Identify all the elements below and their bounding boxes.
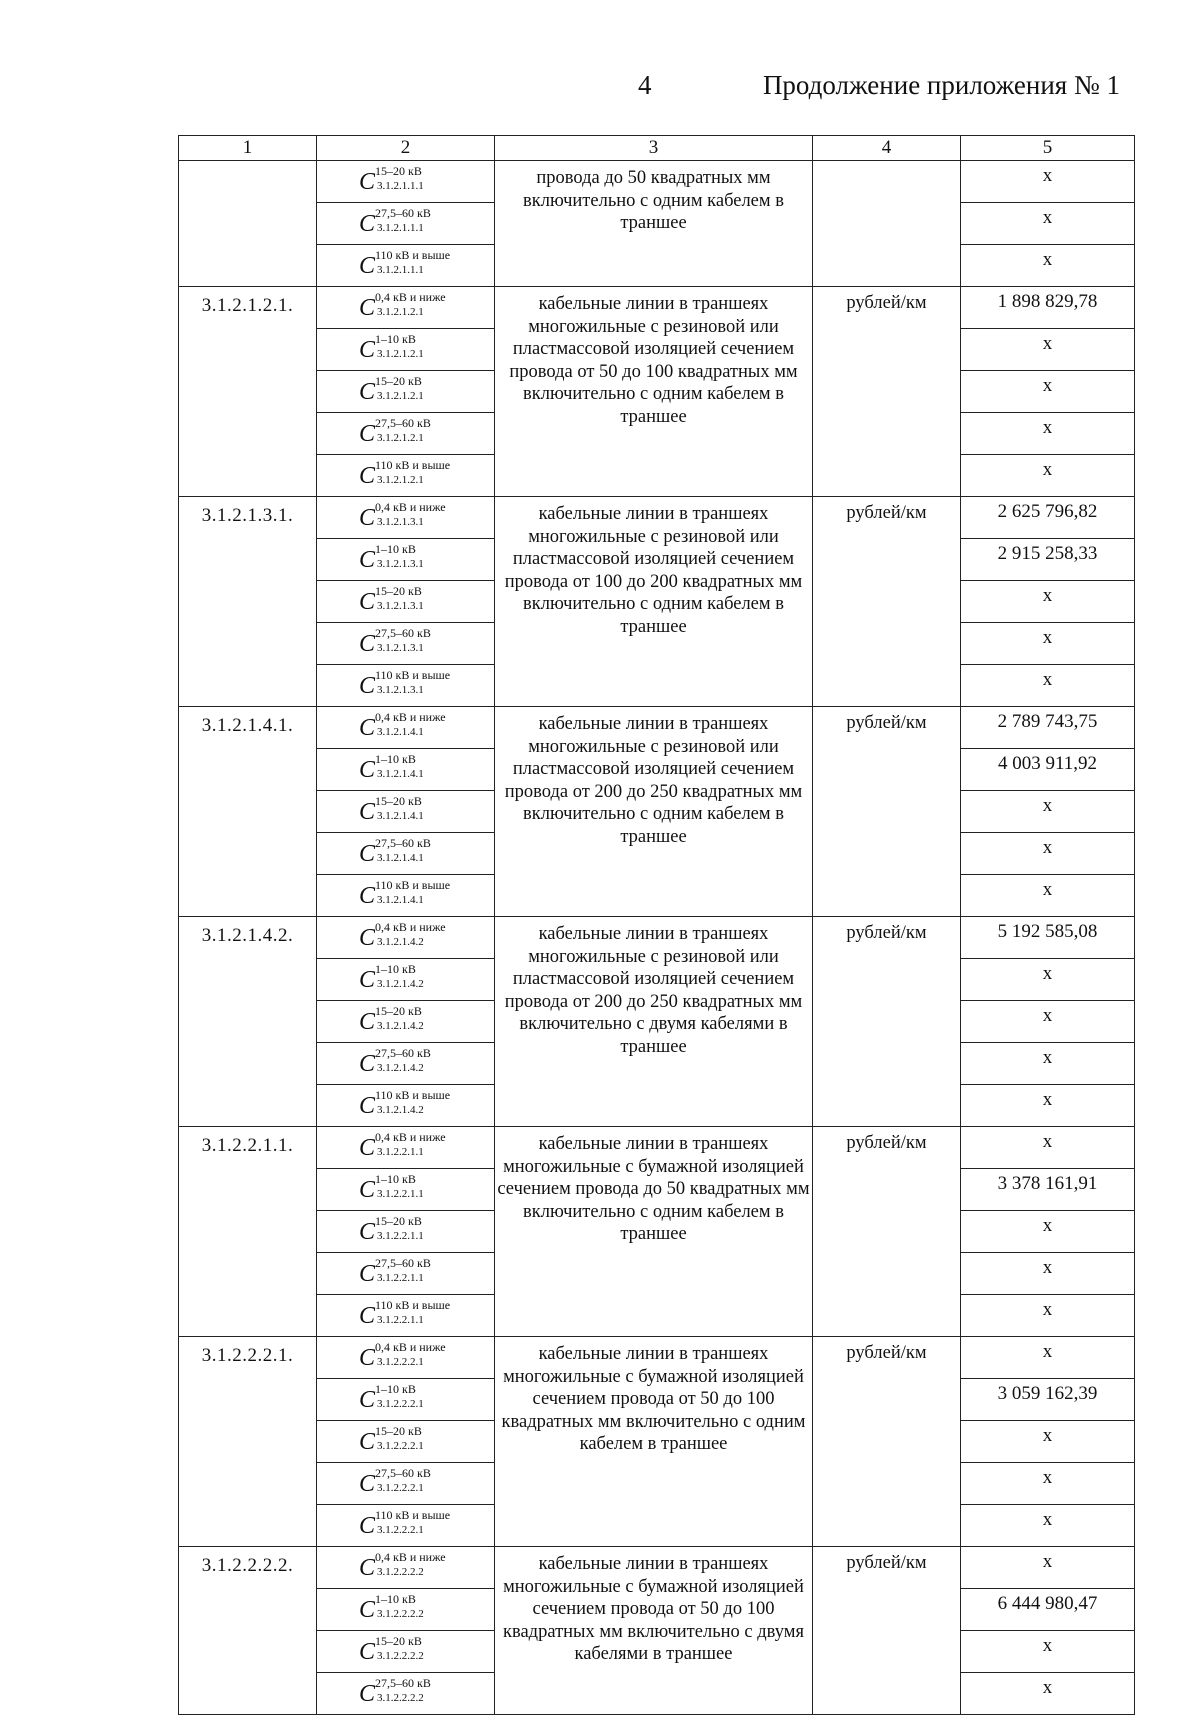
page-number: 4	[638, 70, 652, 100]
rate-index: 3.1.2.2.2.1	[377, 1524, 424, 1536]
table-row	[179, 287, 1135, 329]
rate-symbol	[317, 917, 494, 954]
rate-symbol-cell	[317, 1337, 495, 1379]
rate-index: 3.1.2.1.4.2	[377, 1020, 424, 1032]
voltage-label: 27,5–60 кВ	[375, 1256, 431, 1270]
rate-symbol-letter: C	[359, 1597, 376, 1623]
rate-symbol	[317, 497, 494, 534]
voltage-label: 1–10 кВ	[375, 542, 416, 556]
unit-cell: рублей/км	[813, 497, 961, 707]
rate-symbol-letter: C	[359, 841, 376, 867]
item-description: кабельные линии в траншеях многожильные с резиновой или пластмассовой изоляцией сечением провода от 50 до 100 квадратных мм включительно с одним кабелем в траншее	[495, 287, 813, 497]
rate-symbol-letter: C	[359, 925, 376, 951]
rate-symbol-cell	[317, 329, 495, 371]
rate-symbol-letter: C	[359, 505, 376, 531]
item-code: 3.1.2.1.4.2.	[179, 917, 317, 1127]
rate-symbol-cell	[317, 917, 495, 959]
unit-cell: рублей/км	[813, 917, 961, 1127]
column-header-row	[179, 136, 1135, 161]
rate-symbol	[317, 1463, 494, 1500]
voltage-label: 15–20 кВ	[375, 374, 422, 388]
rate-symbol	[317, 203, 494, 240]
voltage-label: 27,5–60 кВ	[375, 416, 431, 430]
rate-index: 3.1.2.1.2.1	[377, 390, 424, 402]
tariff-table	[178, 135, 1135, 1715]
rate-value: х	[961, 1085, 1135, 1127]
rate-value: х	[961, 1295, 1135, 1337]
rate-index: 3.1.2.2.1.1	[377, 1230, 424, 1242]
voltage-label: 1–10 кВ	[375, 1172, 416, 1186]
rate-symbol	[317, 1295, 494, 1332]
rate-symbol-cell	[317, 707, 495, 749]
column-header: 1	[179, 136, 317, 161]
item-code: 3.1.2.1.4.1.	[179, 707, 317, 917]
rate-symbol-cell	[317, 1673, 495, 1715]
rate-symbol-cell	[317, 581, 495, 623]
rate-index: 3.1.2.1.3.1	[377, 516, 424, 528]
rate-symbol	[317, 413, 494, 450]
rate-symbol-cell	[317, 791, 495, 833]
rate-symbol-cell	[317, 665, 495, 707]
table-row	[179, 161, 1135, 203]
item-description: кабельные линии в траншеях многожильные с резиновой или пластмассовой изоляцией сечением провода от 200 до 250 квадратных мм включительно с одним кабелем в траншее	[495, 707, 813, 917]
voltage-label: 0,4 кВ и ниже	[375, 1130, 446, 1144]
voltage-label: 15–20 кВ	[375, 584, 422, 598]
rate-index: 3.1.2.1.3.1	[377, 558, 424, 570]
rate-symbol-cell	[317, 455, 495, 497]
rate-index: 3.1.2.1.4.2	[377, 936, 424, 948]
column-header: 2	[317, 136, 495, 161]
rate-symbol-cell	[317, 1421, 495, 1463]
voltage-label: 0,4 кВ и ниже	[375, 710, 446, 724]
unit-cell: рублей/км	[813, 707, 961, 917]
rate-value: х	[961, 371, 1135, 413]
rate-value: х	[961, 1337, 1135, 1379]
rate-value: х	[961, 1505, 1135, 1547]
rate-index: 3.1.2.2.2.1	[377, 1482, 424, 1494]
rate-index: 3.1.2.1.1.1	[377, 264, 424, 276]
voltage-label: 110 кВ и выше	[375, 668, 451, 682]
rate-index: 3.1.2.1.2.1	[377, 432, 424, 444]
rate-value: х	[961, 203, 1135, 245]
rate-symbol-cell	[317, 959, 495, 1001]
rate-index: 3.1.2.1.2.1	[377, 306, 424, 318]
rate-index: 3.1.2.1.3.1	[377, 600, 424, 612]
rate-symbol	[317, 1253, 494, 1290]
rate-index: 3.1.2.1.4.2	[377, 978, 424, 990]
item-description: провода до 50 квадратных мм включительно с одним кабелем в траншее	[495, 161, 813, 287]
rate-symbol-letter: C	[359, 1219, 376, 1245]
voltage-label: 0,4 кВ и ниже	[375, 1550, 446, 1564]
rate-value: х	[961, 1001, 1135, 1043]
rate-symbol	[317, 623, 494, 660]
voltage-label: 27,5–60 кВ	[375, 626, 431, 640]
unit-cell	[813, 161, 961, 287]
item-description: кабельные линии в траншеях многожильные с бумажной изоляцией сечением провода до 50 квадратных мм включительно с одним кабелем в траншее	[495, 1127, 813, 1337]
rate-symbol	[317, 371, 494, 408]
rate-value: 6 444 980,47	[961, 1589, 1135, 1631]
rate-value: 2 789 743,75	[961, 707, 1135, 749]
rate-symbol-cell	[317, 1379, 495, 1421]
rate-symbol-letter: C	[359, 1051, 376, 1077]
item-code: 3.1.2.2.1.1.	[179, 1127, 317, 1337]
voltage-label: 110 кВ и выше	[375, 878, 451, 892]
rate-symbol	[317, 1085, 494, 1122]
rate-symbol	[317, 1001, 494, 1038]
rate-symbol-letter: C	[359, 1513, 376, 1539]
voltage-label: 0,4 кВ и ниже	[375, 1340, 446, 1354]
rate-value: 1 898 829,78	[961, 287, 1135, 329]
table-row	[179, 497, 1135, 539]
rate-index: 3.1.2.2.2.2	[377, 1608, 424, 1620]
rate-symbol	[317, 875, 494, 912]
rate-symbol-cell	[317, 245, 495, 287]
item-description: кабельные линии в траншеях многожильные с бумажной изоляцией сечением провода от 50 до 100 квадратных мм включительно с одним кабелем в траншее	[495, 1337, 813, 1547]
voltage-label: 27,5–60 кВ	[375, 1046, 431, 1060]
table-row	[179, 1547, 1135, 1589]
item-description: кабельные линии в траншеях многожильные с резиновой или пластмассовой изоляцией сечением провода от 200 до 250 квадратных мм включительно с двумя кабелями в траншее	[495, 917, 813, 1127]
rate-index: 3.1.2.2.2.2	[377, 1566, 424, 1578]
rate-symbol-letter: C	[359, 589, 376, 615]
rate-value: х	[961, 245, 1135, 287]
rate-symbol-cell	[317, 287, 495, 329]
rate-symbol	[317, 1043, 494, 1080]
rate-symbol-letter: C	[359, 253, 376, 279]
rate-index: 3.1.2.1.1.1	[377, 222, 424, 234]
rate-index: 3.1.2.1.2.1	[377, 348, 424, 360]
table-body	[179, 136, 1135, 1715]
rate-symbol-letter: C	[359, 1555, 376, 1581]
rate-symbol-cell	[317, 833, 495, 875]
rate-symbol	[317, 455, 494, 492]
rate-symbol	[317, 1631, 494, 1668]
rate-symbol-letter: C	[359, 1387, 376, 1413]
item-code: 3.1.2.2.2.1.	[179, 1337, 317, 1547]
rate-symbol-letter: C	[359, 547, 376, 573]
rate-index: 3.1.2.1.4.1	[377, 894, 424, 906]
rate-symbol-cell	[317, 1127, 495, 1169]
rate-symbol	[317, 1379, 494, 1416]
voltage-label: 15–20 кВ	[375, 1214, 422, 1228]
rate-symbol	[317, 1211, 494, 1248]
rate-index: 3.1.2.1.1.1	[377, 180, 424, 192]
rate-symbol-cell	[317, 1211, 495, 1253]
rate-value: х	[961, 1547, 1135, 1589]
rate-value: 4 003 911,92	[961, 749, 1135, 791]
voltage-label: 110 кВ и выше	[375, 458, 451, 472]
rate-value: х	[961, 791, 1135, 833]
rate-symbol	[317, 1127, 494, 1164]
rate-symbol	[317, 1547, 494, 1584]
rate-value: 2 625 796,82	[961, 497, 1135, 539]
rate-value: х	[961, 413, 1135, 455]
rate-symbol	[317, 1589, 494, 1626]
rate-index: 3.1.2.2.1.1	[377, 1272, 424, 1284]
rate-symbol-cell	[317, 1505, 495, 1547]
rate-symbol-letter: C	[359, 1261, 376, 1287]
rate-symbol-letter: C	[359, 883, 376, 909]
rate-value: х	[961, 1043, 1135, 1085]
item-code: 3.1.2.2.2.2.	[179, 1547, 317, 1715]
rate-index: 3.1.2.2.1.1	[377, 1146, 424, 1158]
rate-value: х	[961, 665, 1135, 707]
rate-symbol-cell	[317, 1169, 495, 1211]
item-code: 3.1.2.1.2.1.	[179, 287, 317, 497]
rate-value: х	[961, 1673, 1135, 1715]
rate-symbol-cell	[317, 1001, 495, 1043]
rate-index: 3.1.2.1.4.2	[377, 1104, 424, 1116]
rate-symbol-letter: C	[359, 757, 376, 783]
rate-value: х	[961, 1253, 1135, 1295]
item-code	[179, 161, 317, 287]
rate-symbol-letter: C	[359, 1303, 376, 1329]
rate-index: 3.1.2.1.4.1	[377, 768, 424, 780]
rate-symbol	[317, 791, 494, 828]
rate-symbol-letter: C	[359, 631, 376, 657]
rate-index: 3.1.2.2.1.1	[377, 1188, 424, 1200]
rate-symbol-letter: C	[359, 715, 376, 741]
rate-symbol-letter: C	[359, 1639, 376, 1665]
rate-symbol-letter: C	[359, 169, 376, 195]
rate-value: х	[961, 1421, 1135, 1463]
voltage-label: 27,5–60 кВ	[375, 1466, 431, 1480]
voltage-label: 1–10 кВ	[375, 1382, 416, 1396]
continuation-title: Продолжение приложения № 1	[762, 70, 1120, 100]
rate-symbol	[317, 749, 494, 786]
rate-symbol-cell	[317, 1631, 495, 1673]
rate-symbol	[317, 959, 494, 996]
rate-symbol-cell	[317, 1547, 495, 1589]
rate-index: 3.1.2.1.2.1	[377, 474, 424, 486]
rate-value: х	[961, 959, 1135, 1001]
rate-symbol-letter: C	[359, 673, 376, 699]
column-header: 3	[495, 136, 813, 161]
rate-symbol	[317, 539, 494, 576]
rate-value: х	[961, 1631, 1135, 1673]
rate-value: х	[961, 875, 1135, 917]
rate-index: 3.1.2.2.2.1	[377, 1440, 424, 1452]
rate-symbol-letter: C	[359, 337, 376, 363]
table-row	[179, 1127, 1135, 1169]
rate-symbol	[317, 833, 494, 870]
voltage-label: 110 кВ и выше	[375, 1298, 451, 1312]
rate-symbol	[317, 1505, 494, 1542]
rate-symbol-cell	[317, 749, 495, 791]
rate-symbol-letter: C	[359, 799, 376, 825]
rate-symbol-letter: C	[359, 295, 376, 321]
rate-index: 3.1.2.1.4.1	[377, 852, 424, 864]
rate-symbol-cell	[317, 413, 495, 455]
voltage-label: 15–20 кВ	[375, 794, 422, 808]
voltage-label: 15–20 кВ	[375, 1424, 422, 1438]
rate-index: 3.1.2.1.3.1	[377, 684, 424, 696]
rate-symbol-cell	[317, 371, 495, 413]
rate-index: 3.1.2.2.2.1	[377, 1356, 424, 1368]
rate-symbol	[317, 1421, 494, 1458]
column-header: 4	[813, 136, 961, 161]
rate-symbol-cell	[317, 1589, 495, 1631]
rate-symbol-letter: C	[359, 1471, 376, 1497]
rate-symbol-letter: C	[359, 1009, 376, 1035]
rate-symbol-letter: C	[359, 421, 376, 447]
rate-symbol-cell	[317, 539, 495, 581]
rate-symbol-cell	[317, 623, 495, 665]
rate-value: 3 059 162,39	[961, 1379, 1135, 1421]
rate-symbol-cell	[317, 875, 495, 917]
rate-symbol-letter: C	[359, 1093, 376, 1119]
rate-value: 2 915 258,33	[961, 539, 1135, 581]
rate-value: х	[961, 455, 1135, 497]
voltage-label: 110 кВ и выше	[375, 1088, 451, 1102]
table-row	[179, 1337, 1135, 1379]
rate-symbol	[317, 665, 494, 702]
rate-index: 3.1.2.2.2.2	[377, 1692, 424, 1704]
rate-symbol	[317, 329, 494, 366]
rate-symbol-cell	[317, 1295, 495, 1337]
voltage-label: 1–10 кВ	[375, 752, 416, 766]
rate-symbol	[317, 161, 494, 198]
rate-symbol-cell	[317, 1085, 495, 1127]
voltage-label: 15–20 кВ	[375, 1004, 422, 1018]
rate-symbol-letter: C	[359, 463, 376, 489]
voltage-label: 0,4 кВ и ниже	[375, 500, 446, 514]
rate-index: 3.1.2.1.4.2	[377, 1062, 424, 1074]
rate-index: 3.1.2.2.1.1	[377, 1314, 424, 1326]
rate-value: х	[961, 581, 1135, 623]
rate-symbol-letter: C	[359, 211, 376, 237]
rate-value: х	[961, 623, 1135, 665]
voltage-label: 110 кВ и выше	[375, 248, 451, 262]
table-row	[179, 917, 1135, 959]
voltage-label: 27,5–60 кВ	[375, 206, 431, 220]
rate-index: 3.1.2.1.4.1	[377, 810, 424, 822]
rate-value: 5 192 585,08	[961, 917, 1135, 959]
rate-symbol-letter: C	[359, 1135, 376, 1161]
rate-symbol-letter: C	[359, 1429, 376, 1455]
rate-symbol-cell	[317, 1253, 495, 1295]
rate-symbol-letter: C	[359, 1345, 376, 1371]
voltage-label: 1–10 кВ	[375, 332, 416, 346]
rate-value: х	[961, 1211, 1135, 1253]
rate-symbol	[317, 707, 494, 744]
voltage-label: 0,4 кВ и ниже	[375, 920, 446, 934]
rate-symbol	[317, 245, 494, 282]
rate-symbol-cell	[317, 203, 495, 245]
rate-value: х	[961, 1463, 1135, 1505]
voltage-label: 1–10 кВ	[375, 1592, 416, 1606]
column-header: 5	[961, 136, 1135, 161]
item-description: кабельные линии в траншеях многожильные с резиновой или пластмассовой изоляцией сечением провода от 100 до 200 квадратных мм включительно с одним кабелем в траншее	[495, 497, 813, 707]
rate-symbol-letter: C	[359, 379, 376, 405]
rate-symbol-letter: C	[359, 1681, 376, 1707]
rate-value: х	[961, 1127, 1135, 1169]
rate-symbol-cell	[317, 1043, 495, 1085]
rate-symbol	[317, 581, 494, 618]
page-header	[0, 70, 1200, 110]
rate-symbol-letter: C	[359, 967, 376, 993]
rate-value: 3 378 161,91	[961, 1169, 1135, 1211]
rate-symbol-cell	[317, 1463, 495, 1505]
voltage-label: 110 кВ и выше	[375, 1508, 451, 1522]
table-row	[179, 707, 1135, 749]
voltage-label: 15–20 кВ	[375, 164, 422, 178]
rate-symbol	[317, 1337, 494, 1374]
item-description: кабельные линии в траншеях многожильные с бумажной изоляцией сечением провода от 50 до 100 квадратных мм включительно с двумя кабелями в траншее	[495, 1547, 813, 1715]
voltage-label: 27,5–60 кВ	[375, 1676, 431, 1690]
voltage-label: 15–20 кВ	[375, 1634, 422, 1648]
rate-value: х	[961, 833, 1135, 875]
rate-symbol	[317, 1169, 494, 1206]
unit-cell: рублей/км	[813, 1547, 961, 1715]
unit-cell: рублей/км	[813, 1127, 961, 1337]
rate-symbol-cell	[317, 161, 495, 203]
voltage-label: 0,4 кВ и ниже	[375, 290, 446, 304]
unit-cell: рублей/км	[813, 287, 961, 497]
voltage-label: 27,5–60 кВ	[375, 836, 431, 850]
rate-index: 3.1.2.2.2.2	[377, 1650, 424, 1662]
unit-cell: рублей/км	[813, 1337, 961, 1547]
rate-symbol	[317, 287, 494, 324]
rate-index: 3.1.2.2.2.1	[377, 1398, 424, 1410]
rate-index: 3.1.2.1.4.1	[377, 726, 424, 738]
rate-index: 3.1.2.1.3.1	[377, 642, 424, 654]
item-code: 3.1.2.1.3.1.	[179, 497, 317, 707]
rate-symbol-letter: C	[359, 1177, 376, 1203]
voltage-label: 1–10 кВ	[375, 962, 416, 976]
rate-value: х	[961, 161, 1135, 203]
rate-symbol-cell	[317, 497, 495, 539]
rate-symbol	[317, 1673, 494, 1710]
rate-value: х	[961, 329, 1135, 371]
